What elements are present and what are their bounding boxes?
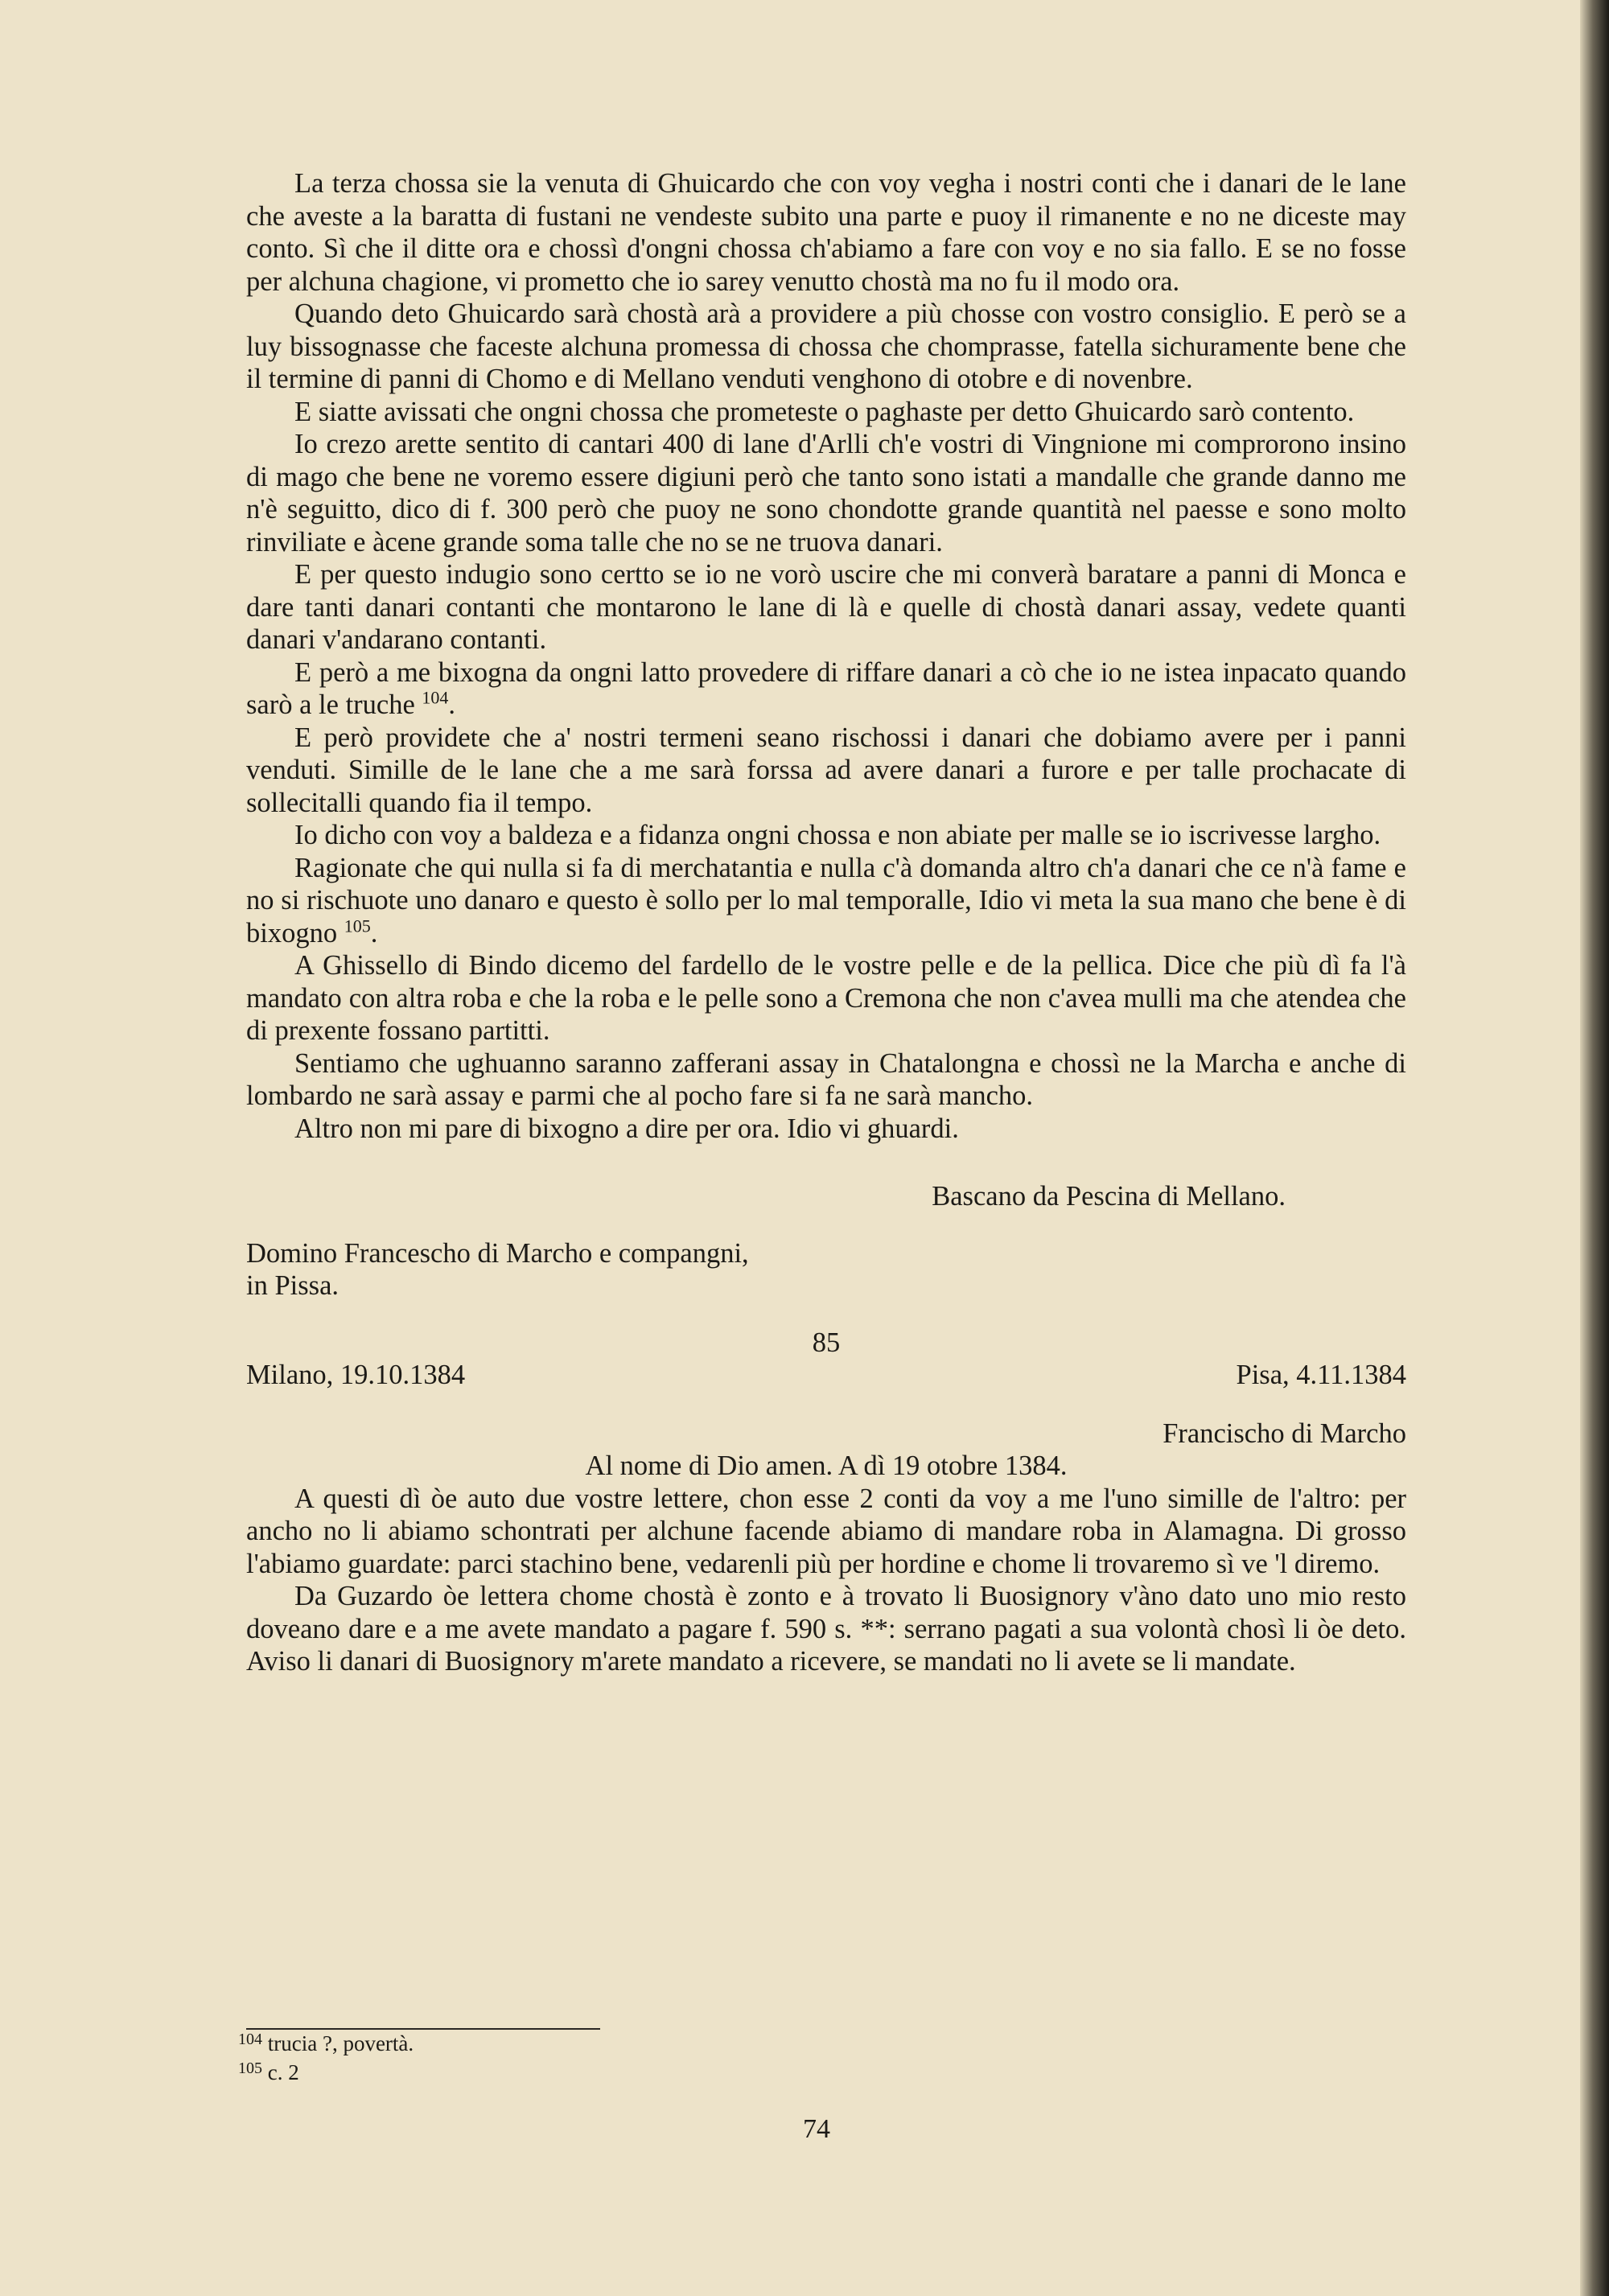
paragraph: Ragionate che qui nulla si fa di merchatantia e nulla c'à domanda altro ch'a danari che ce n'à fame e no si rischuote uno danaro e questo è sollo per lo mal temporalle, Idio vi meta la sua mano che bene è di bixogno $^{105}$. <box>246 852 1406 948</box>
footnotes <box>238 2029 882 2087</box>
letter-84-body <box>246 167 1406 1145</box>
paragraph: E per questo indugio sono certto se io ne vorò uscire che mi converà baratare a panni di Monca e dare tanti danari contanti che montarono le lane di là e quelle di chostà danari assay, vedete quanti danari v'andarano contanti. <box>246 559 1406 655</box>
paragraph: Quando deto Ghuicardo sarà chostà arà a providere a più chosse con vostro consiglio. E però se a luy bissognasse che faceste alchuna promessa di chossa che chomprasse, fatella sichuramente bene che il termine di panni di Chomo e di Mellano venduti venghono di otobre e di novenbre. <box>246 298 1406 394</box>
dateline <box>246 1359 1406 1392</box>
footnote-ref-105[interactable]: 105 <box>344 916 371 936</box>
footnote-105: $^{105}$ c. 2 <box>238 2059 299 2084</box>
letter-number: 85 <box>812 1327 841 1358</box>
paragraph: E siatte avissati che ongni chossa che prometeste o paghaste per detto Ghuicardo sarò contento. <box>294 396 1355 427</box>
sender-name: Francischo di Marcho <box>1163 1418 1406 1449</box>
footnote-104: $^{104}$ trucia ?, povertà. <box>238 2031 414 2055</box>
paragraph: La terza chossa sie la venuta di Ghuicardo che con voy vegha i nostri conti che i danari de le lane che aveste a la baratta di fustani ne vendeste subito una parte e puoy il rimanente e no ne diceste may conto. Sì che il ditte ora e chossì d'ongni chossa ch'abiamo a fare con voy e no sia fallo. E se no fosse per alchuna chagione, vi prometto che io sarey venutto chostà ma no fu il modo ora. <box>246 168 1406 297</box>
main-text <box>246 167 1406 1678</box>
address-block <box>246 1237 1406 1302</box>
paragraph: Sentiamo che ughuanno saranno zafferani assay in Chatalongna e chossì ne la Marcha e anche di lombardo ne sarà assay e parmi che al pocho fare si fa ne sarà mancho. <box>246 1047 1406 1111</box>
paragraph: Da Guzardo òe lettera chome chostà è zonto e à trovato li Buosignory v'àno dato uno mio resto doveano dare e a me avete mandato a pagare f. 590 s. **: serrano pagati a sua volontà chosì li òe deto. Aviso li danari di Buosignory m'arete mandato a ricevere, se mandati no li avete se li mandate. <box>246 1581 1406 1677</box>
footnote-ref-104[interactable]: 104 <box>422 687 449 708</box>
address-line: in Pissa. <box>246 1270 339 1301</box>
paragraph: E però a me bixogna da ongni latto provedere di riffare danari a cò che io ne istea inpacato quando sarò a le truche $^{104}$. <box>246 656 1406 720</box>
paragraph: Altro non mi pare di bixogno a dire per ora. Idio vi ghuardi. <box>294 1113 959 1144</box>
arrival-date: Pisa, 4.11.1384 <box>1236 1360 1406 1390</box>
book-page-edge <box>1580 0 1609 2296</box>
paragraph: E però providete che a' nostri termeni seano rischossi i danari che dobiamo avere per i panni venduti. Simille de le lane che a me sarà forssa ad avere danari a furore e per talle prochacate di sollecitalli quando fia il tempo. <box>246 722 1406 818</box>
paragraph: Io dicho con voy a baldeza e a fidanza ongni chossa e non abiate per malle se io iscrivesse largho. <box>294 820 1381 850</box>
invocation: Al nome di Dio amen. A dì 19 otobre 1384. <box>585 1450 1068 1481</box>
signature: Bascano da Pescina di Mellano. <box>932 1181 1286 1212</box>
paragraph: A questi dì òe auto due vostre lettere, chon esse 2 conti da voy a me l'uno simille de l'altro: per ancho no li abiamo schontrati per alchune facende abiamo di mandare roba in Alamagna. Di grosso l'abiamo guardate: parci stachino bene, vedarenli più per hordine e chome li trovaremo sì ve 'l diremo. <box>246 1483 1406 1579</box>
address-line: Domino Francescho di Marcho e compangni, <box>246 1237 749 1269</box>
paragraph: Io crezo arette sentito di cantari 400 di lane d'Arlli ch'e vostri di Vingnione mi comprorono insino di mago che bene ne voremo essere digiuni però che tanto sono istati a mandalle che grande danno me n'è seguitto, dico di f. 300 però che puoy ne sono chondotte grande quantità nel paesse e sono molto rinviliate e àcene grande soma talle che no se ne truova danari. <box>246 429 1406 558</box>
letter-85-body <box>246 1483 1406 1678</box>
page-number: 74 <box>803 2114 830 2144</box>
paragraph: A Ghissello di Bindo dicemo del fardello de le vostre pelle e de la pellica. Dice che più dì fa l'à mandato con altra roba e che la roba e le pelle sono a Cremona che non c'avea mulli ma che atendea che di prexente fossano partitti. <box>246 950 1406 1046</box>
origin-date: Milano, 19.10.1384 <box>246 1360 466 1390</box>
